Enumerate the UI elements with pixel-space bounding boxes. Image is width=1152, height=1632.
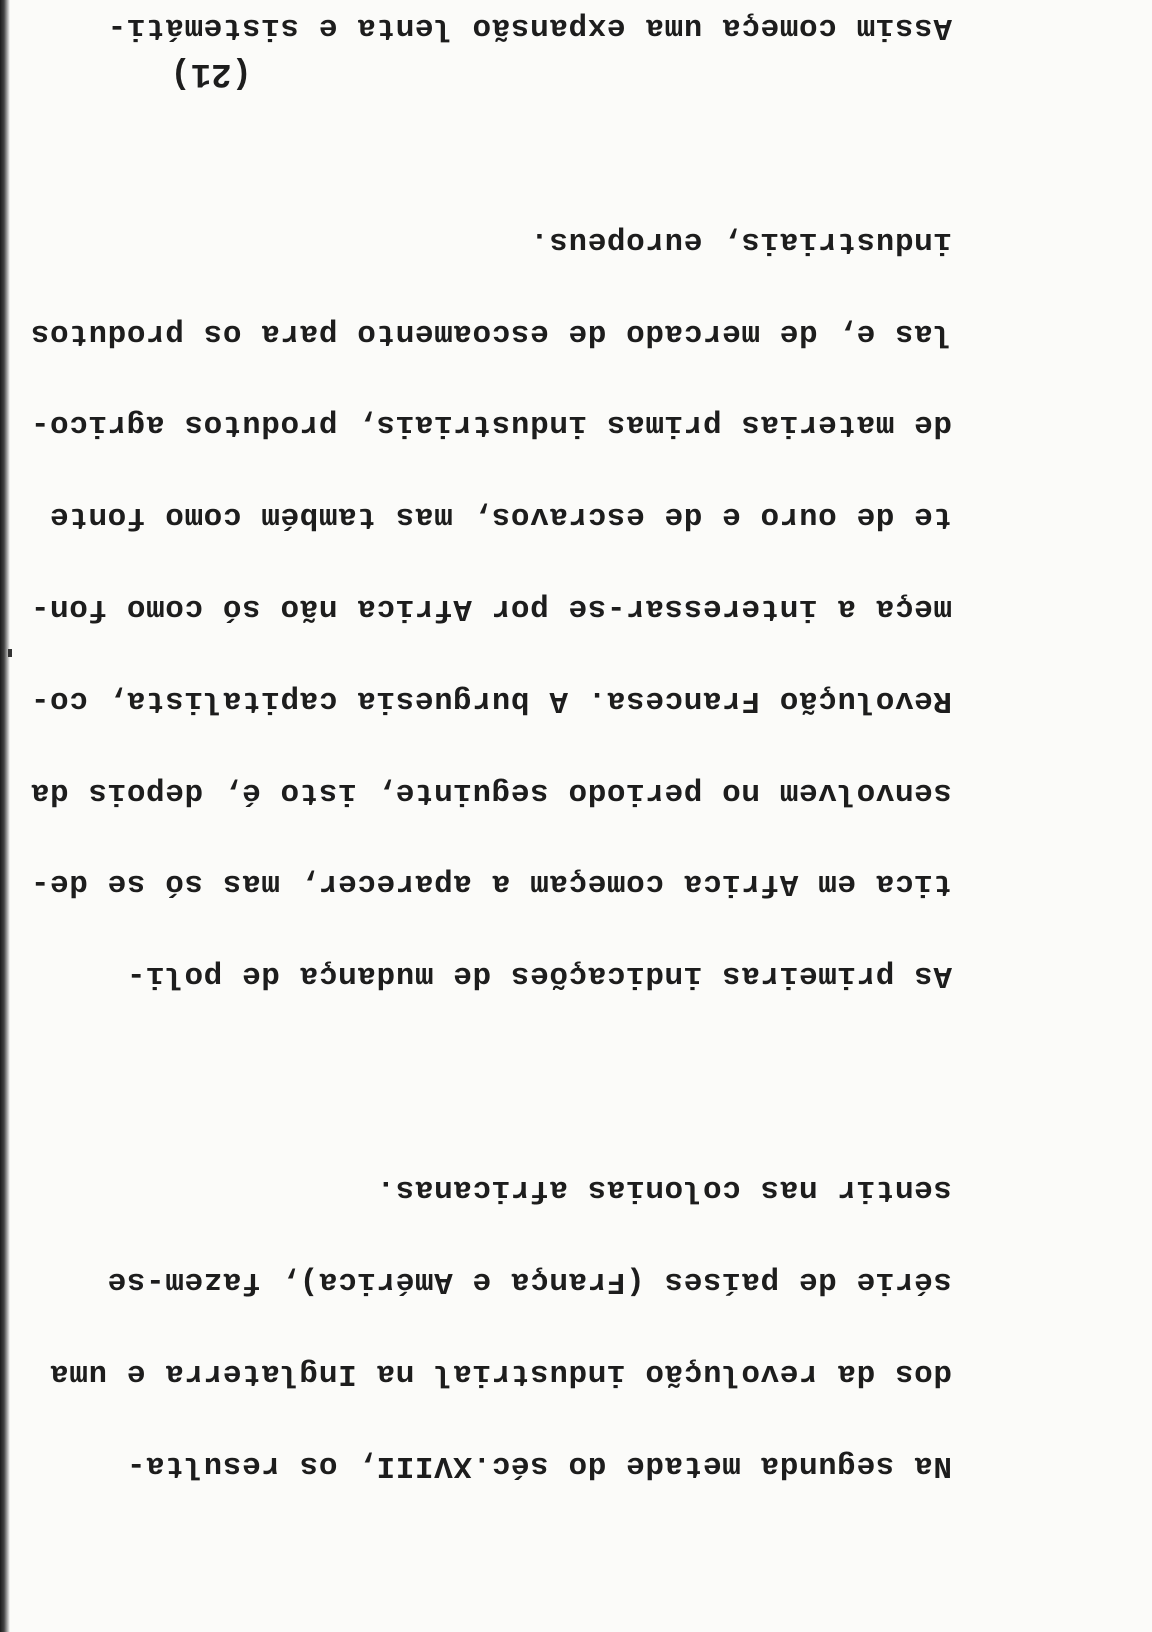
text-line: de materias primas industriais, produtos agrico-: [30, 407, 952, 443]
text-line: Assim começa uma expansão lenta e sistemáti-: [107, 9, 952, 45]
text-line: série de países (França e América), fazem-se: [107, 1264, 952, 1300]
text-line: dos da revolução industrial na Inglaterra e uma: [49, 1355, 952, 1391]
text-line: industriais, europeus.: [529, 223, 952, 259]
text-line: Na segunda metade do séc.XVIII, os resulta-: [126, 1447, 952, 1483]
text-line: senvolvem no periodo seguinte, isto é, depois da: [30, 774, 952, 810]
text-line: Revolução Francesa. A burguesia capitalista, co-: [30, 682, 952, 718]
page-number: (21): [170, 54, 252, 92]
text-line: tica em Africa começam a aparecer, mas só se de-: [30, 866, 952, 902]
page-edge-shadow: [0, 0, 10, 1632]
text-line: meça a interessar-se por Africa não só como fon-: [30, 591, 952, 626]
text-line: te de ouro e de escravos, mas também como fonte: [49, 499, 952, 535]
paragraph-1: [49, 1113, 952, 1541]
typewritten-text: [30, 0, 952, 1602]
text-line: sentir nas colonias africanas.: [375, 1172, 952, 1208]
text-line: As primeiras indicações de mudança de poli-: [126, 958, 952, 994]
paragraph-2: [30, 164, 952, 1051]
text-line: las e, de mercado de escoamento para os produtos: [30, 315, 952, 351]
scan-speck: [8, 649, 12, 657]
